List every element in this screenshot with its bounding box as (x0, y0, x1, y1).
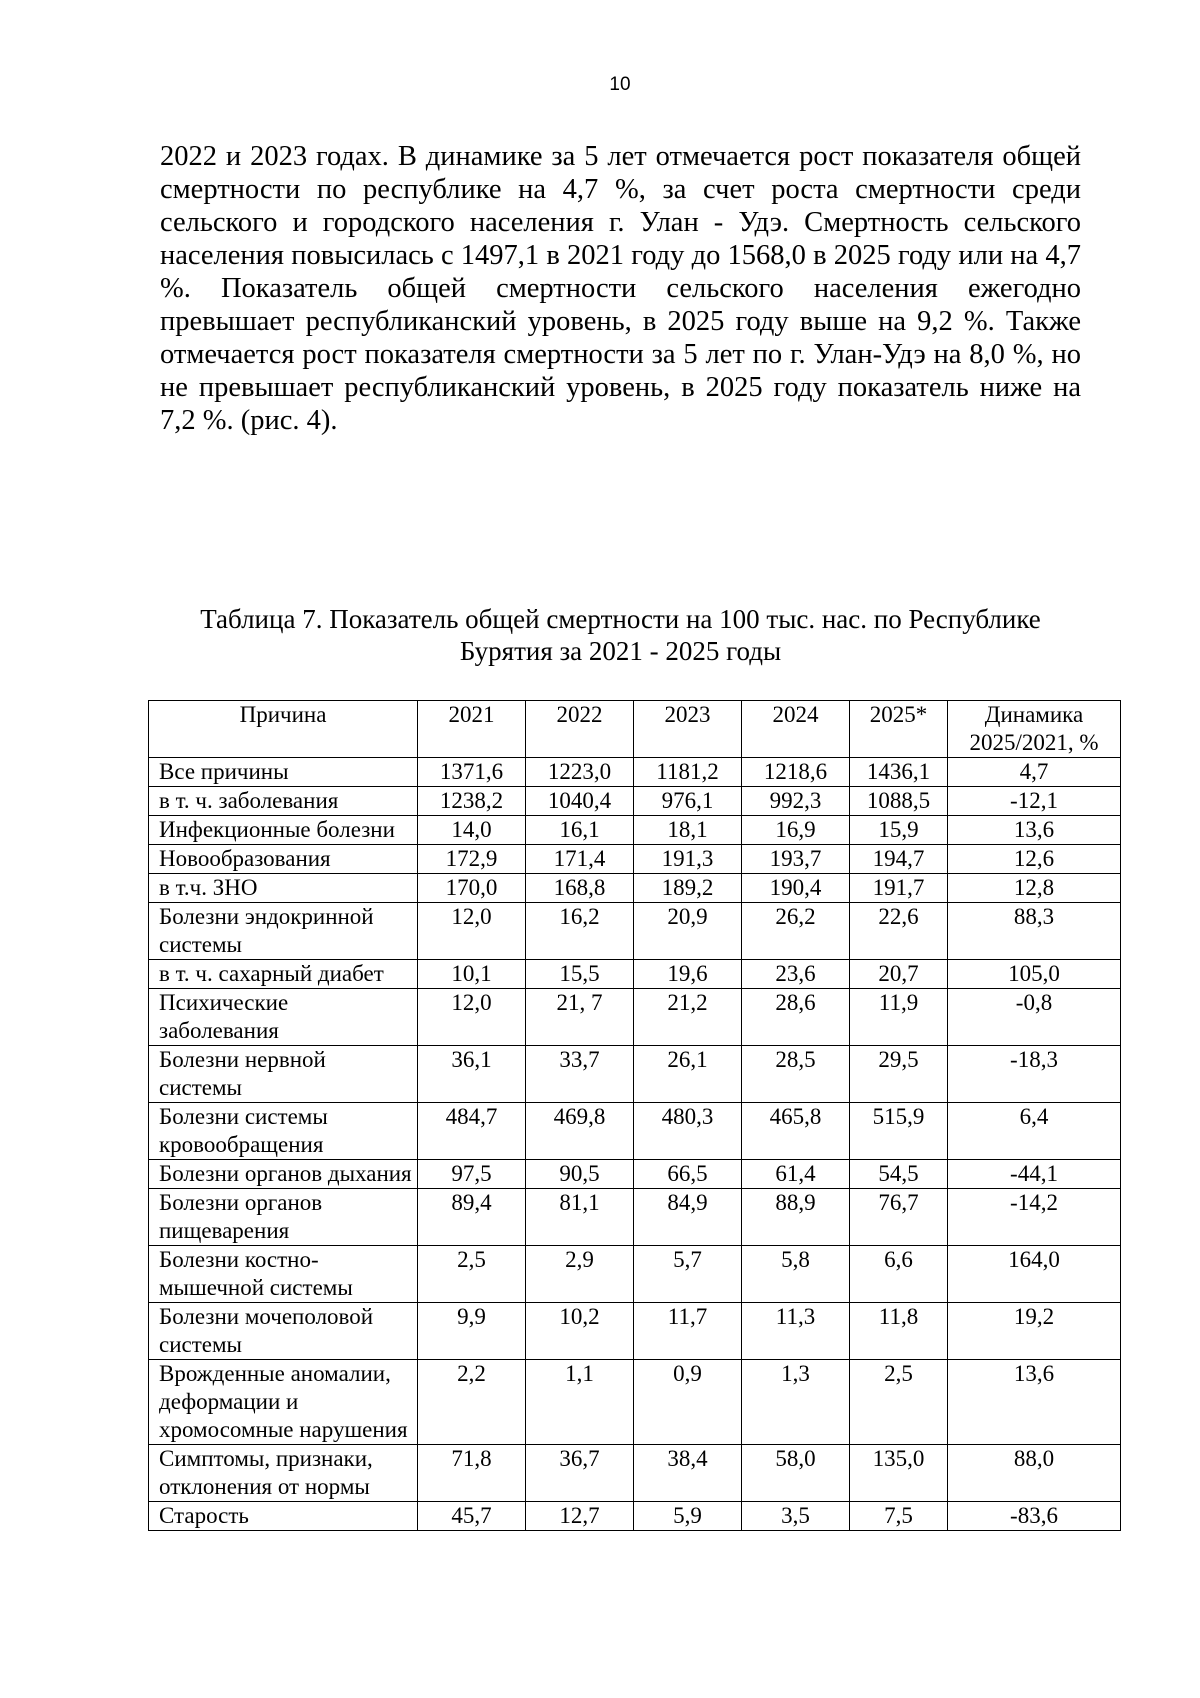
cell-2024: 26,2 (742, 903, 850, 960)
cell-2024: 88,9 (742, 1189, 850, 1246)
cell-cause: Болезни мочеполовой системы (149, 1303, 418, 1360)
cell-2022: 171,4 (526, 845, 634, 874)
table-row (149, 1160, 1121, 1189)
cell-2022: 469,8 (526, 1103, 634, 1160)
cell-2024: 11,3 (742, 1303, 850, 1360)
cell-2022: 33,7 (526, 1046, 634, 1103)
cell-2023: 189,2 (634, 874, 742, 903)
cell-2023: 66,5 (634, 1160, 742, 1189)
cell-dynamics: -12,1 (948, 787, 1121, 816)
cell-2023: 5,7 (634, 1246, 742, 1303)
cell-2021: 1238,2 (418, 787, 526, 816)
cell-2024: 190,4 (742, 874, 850, 903)
cell-cause: Болезни органов пищеварения (149, 1189, 418, 1246)
cell-cause: в т. ч. сахарный диабет (149, 960, 418, 989)
table-caption-line-1: Таблица 7. Показатель общей смертности на 100 тыс. нас. по Республике (200, 604, 1041, 634)
cell-2024: 58,0 (742, 1445, 850, 1502)
cell-dynamics: 4,7 (948, 758, 1121, 787)
cell-2023: 1181,2 (634, 758, 742, 787)
header-2025: 2025* (850, 701, 948, 758)
cell-2021: 89,4 (418, 1189, 526, 1246)
cell-2022: 16,1 (526, 816, 634, 845)
cell-cause: Болезни органов дыхания (149, 1160, 418, 1189)
cell-cause: Болезни системы кровообращения (149, 1103, 418, 1160)
cell-dynamics: 13,6 (948, 1360, 1121, 1445)
table-row (149, 903, 1121, 960)
cell-2022: 36,7 (526, 1445, 634, 1502)
table-row (149, 1360, 1121, 1445)
cell-cause: Старость (149, 1502, 418, 1531)
cell-2021: 10,1 (418, 960, 526, 989)
cell-2021: 484,7 (418, 1103, 526, 1160)
cell-cause: Все причины (149, 758, 418, 787)
cell-cause: Психические заболевания (149, 989, 418, 1046)
cell-2024: 1218,6 (742, 758, 850, 787)
cell-2021: 12,0 (418, 989, 526, 1046)
cell-2021: 97,5 (418, 1160, 526, 1189)
cell-2022: 10,2 (526, 1303, 634, 1360)
cell-2022: 16,2 (526, 903, 634, 960)
table-row (149, 845, 1121, 874)
cell-2022: 15,5 (526, 960, 634, 989)
cell-cause: Новообразования (149, 845, 418, 874)
cell-2024: 28,6 (742, 989, 850, 1046)
cell-2022: 21, 7 (526, 989, 634, 1046)
cell-2021: 9,9 (418, 1303, 526, 1360)
header-2022: 2022 (526, 701, 634, 758)
table-row (149, 816, 1121, 845)
cell-2022: 1,1 (526, 1360, 634, 1445)
cell-2024: 16,9 (742, 816, 850, 845)
table-row (149, 1189, 1121, 1246)
cell-dynamics: -14,2 (948, 1189, 1121, 1246)
cell-dynamics: 6,4 (948, 1103, 1121, 1160)
cell-cause: в т. ч. заболевания (149, 787, 418, 816)
cell-2021: 172,9 (418, 845, 526, 874)
cell-2022: 1223,0 (526, 758, 634, 787)
cell-2025: 191,7 (850, 874, 948, 903)
cell-2024: 5,8 (742, 1246, 850, 1303)
cell-2025: 76,7 (850, 1189, 948, 1246)
cell-cause: Инфекционные болезни (149, 816, 418, 845)
header-dynamics-line-1: Динамика (984, 702, 1084, 727)
cell-2025: 15,9 (850, 816, 948, 845)
cell-dynamics: 19,2 (948, 1303, 1121, 1360)
cell-2021: 12,0 (418, 903, 526, 960)
cell-dynamics: 12,8 (948, 874, 1121, 903)
cell-2023: 11,7 (634, 1303, 742, 1360)
cell-cause: Врожденные аномалии, деформации и хромосомные нарушения (149, 1360, 418, 1445)
mortality-table (148, 700, 1121, 1531)
cell-dynamics: -0,8 (948, 989, 1121, 1046)
cell-2023: 191,3 (634, 845, 742, 874)
cell-2023: 26,1 (634, 1046, 742, 1103)
cell-2021: 170,0 (418, 874, 526, 903)
cell-dynamics: 12,6 (948, 845, 1121, 874)
header-cause: Причина (149, 701, 418, 758)
table-caption (160, 603, 1081, 667)
cell-dynamics: -83,6 (948, 1502, 1121, 1531)
cell-dynamics: -44,1 (948, 1160, 1121, 1189)
cell-2025: 1436,1 (850, 758, 948, 787)
cell-2023: 84,9 (634, 1189, 742, 1246)
cell-2021: 36,1 (418, 1046, 526, 1103)
table-row (149, 758, 1121, 787)
cell-cause: Симптомы, признаки, отклонения от нормы (149, 1445, 418, 1502)
cell-cause: в т.ч. ЗНО (149, 874, 418, 903)
table-header-row (149, 701, 1121, 758)
table-row (149, 1502, 1121, 1531)
header-2021: 2021 (418, 701, 526, 758)
cell-2022: 168,8 (526, 874, 634, 903)
cell-2025: 11,9 (850, 989, 948, 1046)
cell-2023: 0,9 (634, 1360, 742, 1445)
cell-dynamics: -18,3 (948, 1046, 1121, 1103)
header-2023: 2023 (634, 701, 742, 758)
table-caption-line-2: Бурятия за 2021 - 2025 годы (459, 636, 782, 666)
cell-2025: 7,5 (850, 1502, 948, 1531)
cell-2025: 194,7 (850, 845, 948, 874)
cell-cause: Болезни эндокринной системы (149, 903, 418, 960)
cell-2023: 21,2 (634, 989, 742, 1046)
cell-2025: 6,6 (850, 1246, 948, 1303)
cell-2021: 71,8 (418, 1445, 526, 1502)
header-2024: 2024 (742, 701, 850, 758)
table-row (149, 1103, 1121, 1160)
cell-2024: 61,4 (742, 1160, 850, 1189)
cell-2023: 480,3 (634, 1103, 742, 1160)
cell-2024: 1,3 (742, 1360, 850, 1445)
cell-2022: 12,7 (526, 1502, 634, 1531)
cell-2023: 5,9 (634, 1502, 742, 1531)
cell-2021: 2,2 (418, 1360, 526, 1445)
table-row (149, 1445, 1121, 1502)
table-row (149, 787, 1121, 816)
cell-2023: 18,1 (634, 816, 742, 845)
cell-2024: 465,8 (742, 1103, 850, 1160)
cell-dynamics: 88,3 (948, 903, 1121, 960)
cell-2025: 515,9 (850, 1103, 948, 1160)
cell-2024: 28,5 (742, 1046, 850, 1103)
cell-2023: 20,9 (634, 903, 742, 960)
table-row (149, 1303, 1121, 1360)
cell-cause: Болезни нервной системы (149, 1046, 418, 1103)
table-row (149, 960, 1121, 989)
table-row (149, 1246, 1121, 1303)
cell-2025: 22,6 (850, 903, 948, 960)
cell-2024: 992,3 (742, 787, 850, 816)
cell-2022: 2,9 (526, 1246, 634, 1303)
cell-2021: 1371,6 (418, 758, 526, 787)
cell-2024: 3,5 (742, 1502, 850, 1531)
table-body (149, 758, 1121, 1531)
header-dynamics (948, 701, 1121, 758)
cell-2025: 11,8 (850, 1303, 948, 1360)
table-row (149, 1046, 1121, 1103)
cell-2022: 1040,4 (526, 787, 634, 816)
cell-cause: Болезни костно-мышечной системы (149, 1246, 418, 1303)
cell-2025: 2,5 (850, 1360, 948, 1445)
cell-2021: 2,5 (418, 1246, 526, 1303)
cell-2025: 54,5 (850, 1160, 948, 1189)
cell-dynamics: 88,0 (948, 1445, 1121, 1502)
cell-2024: 23,6 (742, 960, 850, 989)
cell-2023: 976,1 (634, 787, 742, 816)
table-row (149, 874, 1121, 903)
table-row (149, 989, 1121, 1046)
cell-dynamics: 164,0 (948, 1246, 1121, 1303)
cell-2023: 38,4 (634, 1445, 742, 1502)
cell-2022: 90,5 (526, 1160, 634, 1189)
cell-2024: 193,7 (742, 845, 850, 874)
cell-dynamics: 105,0 (948, 960, 1121, 989)
cell-2022: 81,1 (526, 1189, 634, 1246)
body-paragraph: 2022 и 2023 годах. В динамике за 5 лет отмечается рост показателя общей смертности по республике на 4,7 %, за счет роста смертности среди сельского и городского населения г. Улан - Удэ. Смертность сельского населения повысилась с 1497,1 в 2021 году до 1568,0 в 2025 году или на 4,7 %. Показатель общей смертности сельского населения ежегодно превышает республиканский уровень, в 2025 году выше на 9,2 %. Также отмечается рост показателя смертности за 5 лет по г. Улан-Удэ на 8,0 %, но не превышает республиканский уровень, в 2025 году показатель ниже на 7,2 %. (рис. 4). (160, 141, 1081, 436)
cell-2025: 20,7 (850, 960, 948, 989)
page-number: 10 (609, 74, 631, 95)
cell-2023: 19,6 (634, 960, 742, 989)
cell-dynamics: 13,6 (948, 816, 1121, 845)
cell-2025: 1088,5 (850, 787, 948, 816)
cell-2021: 14,0 (418, 816, 526, 845)
cell-2025: 29,5 (850, 1046, 948, 1103)
header-dynamics-line-2: 2025/2021, % (969, 730, 1099, 755)
cell-2021: 45,7 (418, 1502, 526, 1531)
cell-2025: 135,0 (850, 1445, 948, 1502)
